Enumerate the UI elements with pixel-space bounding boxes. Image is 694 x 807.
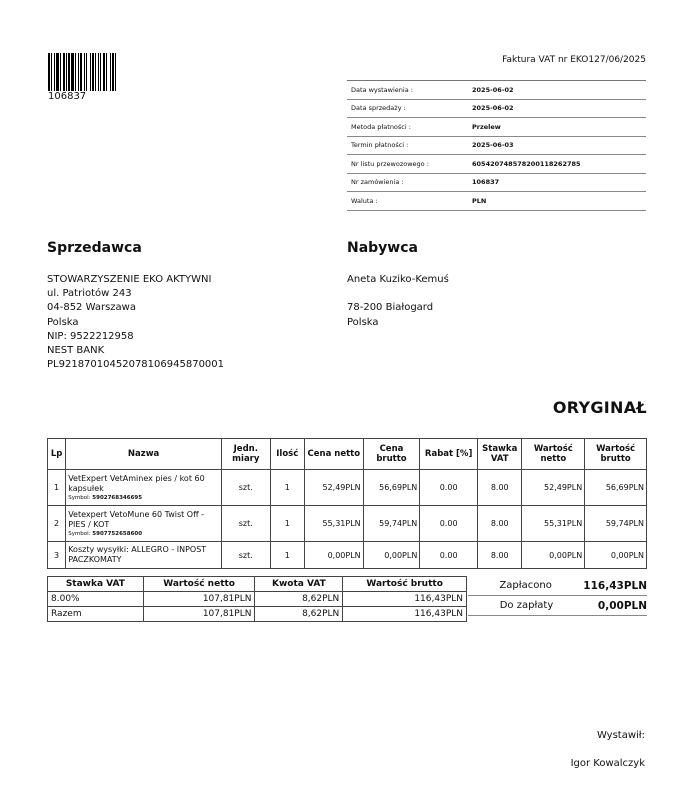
invoice-meta-table — [347, 80, 646, 211]
item-name: Vetexpert VetoMune 60 Twist Off - PIES / KOT — [68, 510, 205, 529]
cell-gross-value: 0,00PLN — [585, 542, 647, 569]
cell-gross-value: 56,69PLN — [585, 470, 647, 506]
due-row — [468, 596, 647, 616]
cell-net-price: 52,49PLN — [304, 470, 363, 506]
cell-qty: 1 — [270, 506, 304, 542]
meta-value: 2025-06-02 — [472, 85, 514, 94]
paid-label: Zapłacono — [499, 580, 552, 591]
vat-cell-tax: 8,62PLN — [255, 607, 343, 622]
vat-col-header-net: Wartość netto — [143, 577, 255, 592]
item-symbol-code: 5907752658600 — [92, 531, 143, 537]
cell-discount: 0.00 — [420, 542, 478, 569]
invoice-title: Faktura VAT nr EKO127/06/2025 — [502, 55, 646, 65]
seller-line: NIP: 9522212958 — [47, 330, 134, 342]
meta-value: 2025-06-03 — [472, 141, 514, 150]
cell-name — [66, 506, 222, 542]
cell-net-value: 55,31PLN — [522, 506, 585, 542]
vat-cell-gross: 116,43PLN — [343, 592, 467, 607]
table-row — [48, 506, 647, 542]
seller-line: 04-852 Warszawa — [47, 302, 136, 314]
item-symbol-code: 5902768346695 — [92, 495, 143, 501]
paid-value: 116,43PLN — [583, 579, 647, 592]
buyer-line — [347, 287, 449, 301]
issuer-label: Wystawił: — [596, 730, 645, 741]
item-name: VetExpert VetAminex pies / kot 60 kapsułek — [68, 474, 205, 493]
cell-qty: 1 — [270, 542, 304, 569]
seller-heading: Sprzedawca — [47, 240, 142, 256]
table-row — [48, 607, 467, 622]
vat-col-header-tax: Kwota VAT — [255, 577, 343, 592]
meta-row-sale-date — [347, 100, 646, 119]
cell-lp: 3 — [48, 542, 66, 569]
col-header-qty: Ilość — [270, 439, 304, 470]
meta-value: 605420748578200118262785 — [472, 159, 581, 168]
cell-lp: 2 — [48, 506, 66, 542]
cell-gross-value: 59,74PLN — [585, 506, 647, 542]
vat-summary-table — [47, 576, 467, 622]
seller-line: PL92187010452078106945870001 — [47, 359, 225, 371]
vat-cell-net: 107,81PLN — [143, 607, 255, 622]
seller-line: Polska — [47, 316, 79, 328]
cell-net-price: 0,00PLN — [304, 542, 363, 569]
table-row — [48, 592, 467, 607]
cell-vat-rate: 8.00 — [477, 542, 522, 569]
cell-qty: 1 — [270, 470, 304, 506]
meta-value: PLN — [472, 196, 487, 205]
meta-value: 106837 — [472, 178, 500, 187]
cell-gross-price: 0,00PLN — [363, 542, 420, 569]
items-table — [47, 438, 647, 569]
seller-line: ul. Patriotów 243 — [47, 288, 132, 300]
meta-label: Data wystawienia : — [351, 85, 413, 94]
cell-discount: 0.00 — [420, 506, 478, 542]
cell-discount: 0.00 — [420, 470, 478, 506]
due-label: Do zapłaty — [499, 600, 554, 611]
item-symbol — [68, 531, 219, 537]
col-header-net-value: Wartość netto — [522, 439, 585, 470]
items-header-row — [48, 439, 647, 470]
col-header-name: Nazwa — [66, 439, 222, 470]
cell-gross-price: 56,69PLN — [363, 470, 420, 506]
table-row — [48, 470, 647, 506]
col-header-net-price: Cena netto — [304, 439, 363, 470]
col-header-vat-rate: Stawka VAT — [477, 439, 522, 470]
cell-unit: szt. — [222, 542, 271, 569]
barcode-stripe — [116, 53, 118, 91]
due-value: 0,00PLN — [597, 599, 647, 612]
meta-row-issue-date — [347, 81, 646, 100]
cell-vat-rate: 8.00 — [477, 470, 522, 506]
meta-row-order-number — [347, 174, 646, 193]
meta-label: Nr listu przewozowego : — [351, 159, 429, 168]
buyer-heading: Nabywca — [347, 240, 418, 256]
cell-unit: szt. — [222, 506, 271, 542]
cell-vat-rate: 8.00 — [477, 506, 522, 542]
cell-name — [66, 542, 222, 569]
barcode-number: 106837 — [48, 91, 87, 102]
item-symbol-label: Symbol: — [68, 531, 91, 537]
col-header-gross-value: Wartość brutto — [585, 439, 647, 470]
cell-name — [66, 470, 222, 506]
meta-row-tracking-number — [347, 155, 646, 174]
meta-label: Metoda płatności : — [351, 122, 411, 131]
barcode — [48, 53, 143, 91]
meta-value: Przelew — [472, 122, 501, 131]
cell-net-price: 55,31PLN — [304, 506, 363, 542]
buyer-line: 78-200 Białogard — [347, 302, 434, 314]
payment-summary — [468, 576, 647, 616]
seller-details — [47, 273, 224, 372]
vat-cell-rate: Razem — [48, 607, 144, 622]
vat-cell-tax: 8,62PLN — [255, 592, 343, 607]
meta-value: 2025-06-02 — [472, 104, 514, 113]
item-name: Koszty wysyłki: ALLEGRO - INPOST PACZKOMATY — [68, 545, 207, 564]
col-header-discount: Rabat [%] — [420, 439, 478, 470]
meta-label: Data sprzedaży : — [351, 104, 406, 113]
col-header-unit: Jedn. miary — [222, 439, 271, 470]
vat-col-header-rate: Stawka VAT — [48, 577, 144, 592]
buyer-line: Polska — [347, 316, 379, 328]
vat-cell-rate: 8.00% — [48, 592, 144, 607]
cell-net-value: 0,00PLN — [522, 542, 585, 569]
paid-row — [468, 576, 647, 596]
vat-col-header-gross: Wartość brutto — [343, 577, 467, 592]
seller-line: NEST BANK — [47, 344, 105, 356]
vat-cell-gross: 116,43PLN — [343, 607, 467, 622]
table-row — [48, 542, 647, 569]
cell-gross-price: 59,74PLN — [363, 506, 420, 542]
seller-line: STOWARZYSZENIE EKO AKTYWNI — [47, 274, 212, 285]
cell-lp: 1 — [48, 470, 66, 506]
item-symbol — [68, 495, 219, 501]
original-label: ORYGINAŁ — [552, 398, 647, 417]
cell-net-value: 52,49PLN — [522, 470, 585, 506]
col-header-gross-price: Cena brutto — [363, 439, 420, 470]
col-header-lp: Lp — [48, 439, 66, 470]
item-symbol-label: Symbol: — [68, 495, 91, 501]
meta-row-currency — [347, 192, 646, 211]
buyer-line: Aneta Kuziko-Kemuś — [347, 274, 449, 285]
meta-label: Termin płatności : — [351, 141, 409, 150]
meta-label: Nr zamówienia : — [351, 178, 404, 187]
vat-header-row — [48, 577, 467, 592]
meta-row-payment-due — [347, 137, 646, 156]
meta-row-payment-method — [347, 118, 646, 137]
buyer-details — [347, 273, 449, 330]
vat-cell-net: 107,81PLN — [143, 592, 255, 607]
meta-label: Waluta : — [351, 196, 378, 205]
cell-unit: szt. — [222, 470, 271, 506]
issuer-name: Igor Kowalczyk — [570, 758, 645, 769]
